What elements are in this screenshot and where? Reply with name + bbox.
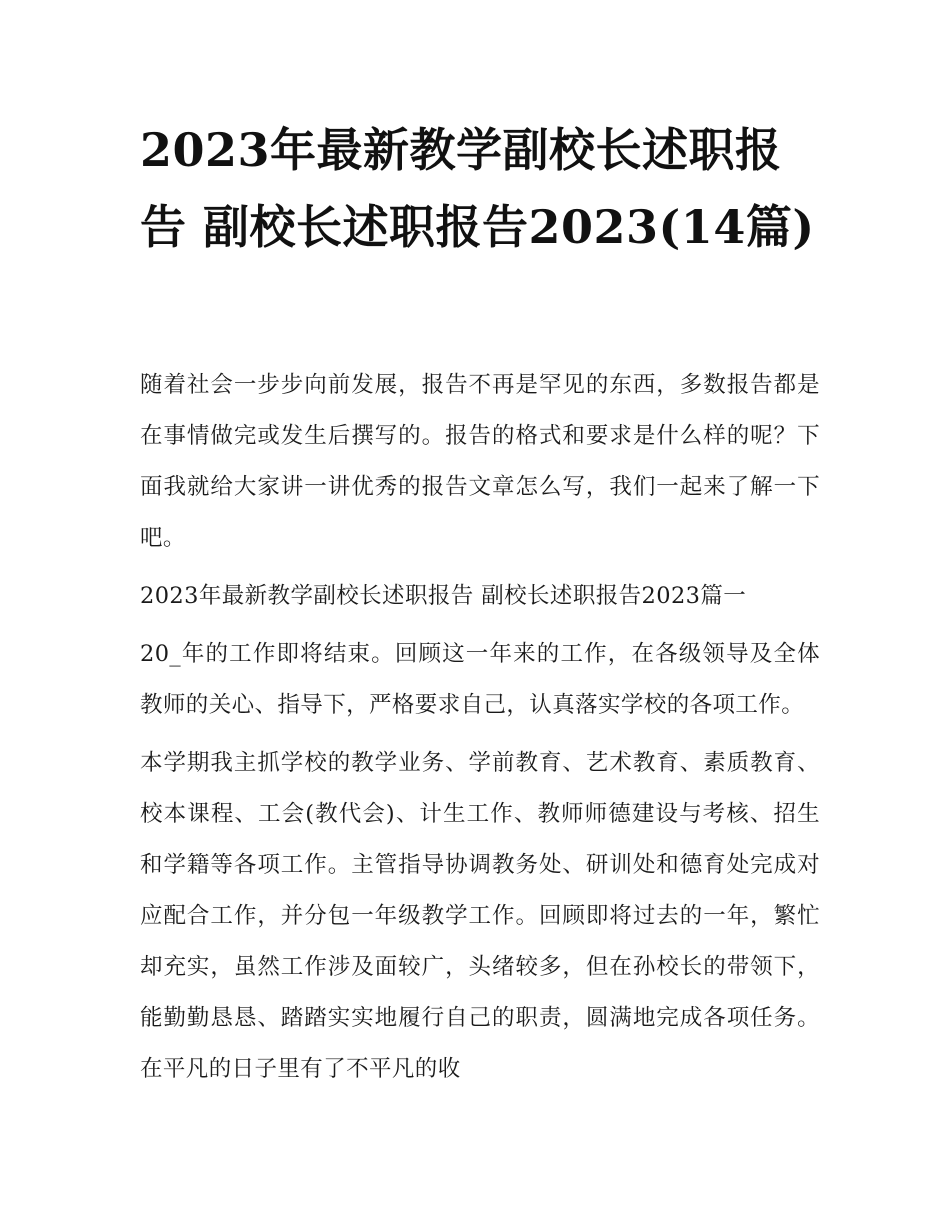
section-heading: 2023年最新教学副校长述职报告 副校长述职报告2023篇一 bbox=[140, 583, 747, 609]
body-paragraph: 本学期我主抓学校的教学业务、学前教育、艺术教育、素质教育、校本课程、工会(教代会)、计生工作、教师师德建设与考核、招生和学籍等各项工作。主管指导协调教务处、研训处和德育处完成对应配合工作，并分包一年级教学工作。回顾即将过去的一年，繁忙却充实，虽然工作涉及面较广，头绪较多，但在孙校长的带领下，能勤勤恳恳、踏踏实实地履行自己的职责，圆满地完成各项任务。在平凡的日子里有了不平凡的收 bbox=[140, 750, 820, 1082]
intro-paragraph: 随着社会一步步向前发展，报告不再是罕见的东西，多数报告都是在事情做完或发生后撰写的。报告的格式和要求是什么样的呢？下面我就给大家讲一讲优秀的报告文章怎么写，我们一起来了解一下吧。 bbox=[140, 372, 820, 551]
document-body bbox=[140, 360, 820, 1102]
document-title: 2023年最新教学副校长述职报告 副校长述职报告2023(14篇) bbox=[140, 123, 815, 254]
body-paragraph: 20_年的工作即将结束。回顾这一年来的工作，在各级领导及全体教师的关心、指导下，严格要求自己，认真落实学校的各项工作。 bbox=[140, 641, 820, 718]
